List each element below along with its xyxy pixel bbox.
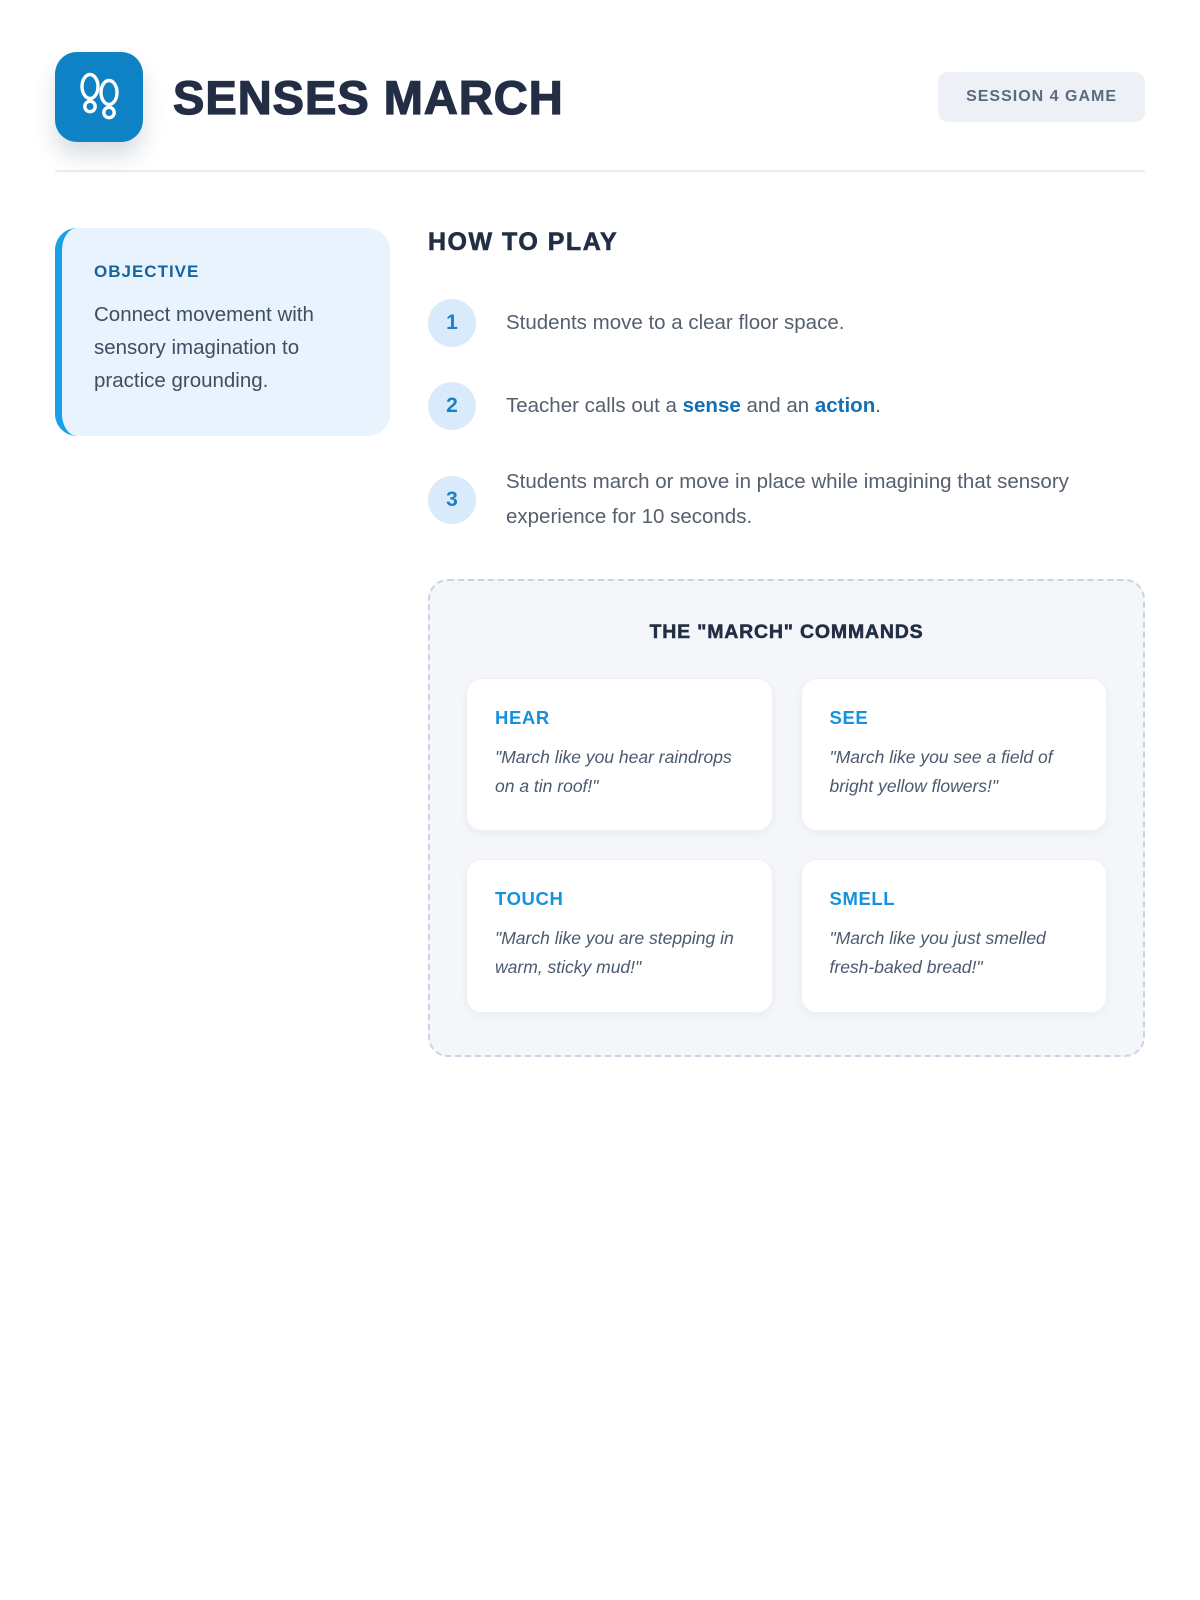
command-quote: "March like you see a field of bright yellow flowers!"	[829, 746, 1053, 796]
steps-list	[428, 299, 1145, 535]
how-to-play-step-1	[428, 299, 1145, 347]
commands-box	[428, 579, 1145, 1058]
step-text: Students march or move in place while imagining that sensory experience for 10 seconds.	[506, 470, 1069, 528]
step-number-badge: 3	[428, 476, 476, 524]
step-number-badge: 1	[428, 299, 476, 347]
objective-card	[55, 228, 390, 436]
step-text: Students move to a clear floor space.	[506, 310, 845, 334]
command-label: SEE	[829, 706, 869, 728]
command-card-smell	[801, 859, 1108, 1013]
step-text: Teacher calls out a sense and an action.	[506, 393, 881, 417]
main-content	[55, 228, 1145, 1057]
how-to-play-step-3	[428, 465, 1145, 535]
session-badge: SESSION 4 GAME	[938, 72, 1145, 122]
commands-grid	[466, 678, 1107, 1014]
step-number-badge: 2	[428, 382, 476, 430]
command-card-hear	[466, 678, 773, 832]
command-label: SMELL	[829, 888, 896, 910]
command-quote: "March like you just smelled fresh-baked bread!"	[829, 928, 1046, 978]
objective-label: OBJECTIVE	[94, 262, 200, 281]
commands-title: THE "MARCH" COMMANDS	[649, 620, 924, 643]
page-title: SENSES MARCH	[173, 70, 564, 124]
how-to-play-section	[428, 228, 1145, 1057]
how-to-play-title: HOW TO PLAY	[428, 228, 619, 256]
objective-text: Connect movement with sensory imagination to practice grounding.	[94, 303, 314, 393]
command-label: HEAR	[495, 706, 550, 728]
command-card-see	[801, 678, 1108, 832]
command-quote: "March like you hear raindrops on a tin roof!"	[495, 746, 732, 796]
header	[55, 52, 1145, 142]
header-divider	[55, 170, 1145, 172]
command-quote: "March like you are stepping in warm, sticky mud!"	[495, 928, 734, 978]
how-to-play-step-2	[428, 382, 1145, 430]
command-label: TOUCH	[495, 888, 564, 910]
command-card-touch	[466, 859, 773, 1013]
footprints-icon	[55, 52, 143, 142]
